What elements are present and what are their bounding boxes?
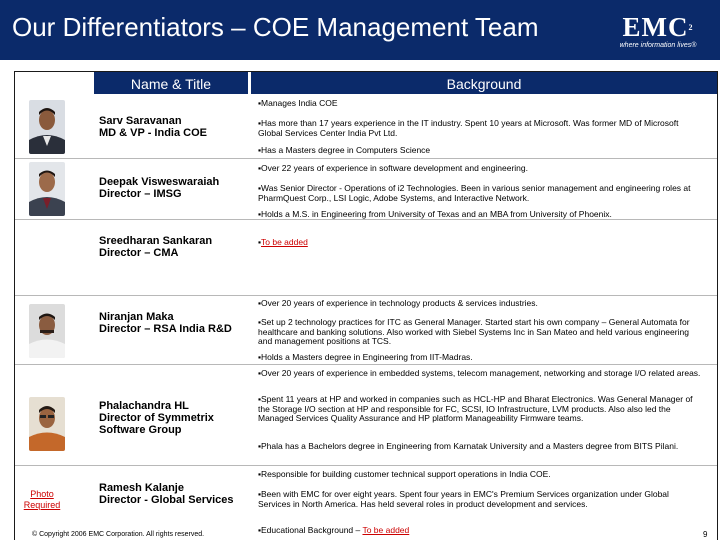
photo-required-link[interactable]: Photo Required — [23, 489, 61, 510]
background-bullet: ▪Responsible for building customer technical support operations in India COE. — [258, 469, 551, 479]
person-name: Deepak Visweswaraiah — [99, 176, 220, 188]
background-bullet: ▪Has a Masters degree in Computers Science — [258, 145, 431, 155]
background-bullet: ▪Phala has a Bachelors degree in Engineering from Karnatak University and a Masters degree from BITS Pilani. — [258, 441, 679, 451]
copyright-notice: © Copyright 2006 EMC Corporation. All rights reserved. — [32, 531, 205, 538]
page-number: 9 — [703, 530, 708, 539]
title-bar — [0, 0, 720, 60]
logo-word: EMC — [622, 12, 689, 42]
table-row — [15, 466, 717, 540]
person-name: Sreedharan Sankaran — [99, 235, 213, 247]
to-be-added-link[interactable]: To be added — [261, 237, 308, 247]
person-photo — [29, 304, 65, 358]
person-photo — [29, 397, 65, 451]
person-title: Director – RSA India R&D — [99, 323, 232, 335]
slide-title: Our Differentiators – COE Management Team — [12, 12, 539, 42]
background-bullet: ▪Holds a M.S. in Engineering from University of Texas and an MBA from University of Phoenix. — [258, 209, 612, 219]
person-title: Director of Symmetrix — [99, 412, 214, 424]
person-title: Director - Global Services — [99, 494, 234, 506]
table-row — [15, 96, 717, 159]
background-bullet: ▪Over 20 years of experience in embedded systems, telecom management, networking and storage I/O related areas. — [258, 368, 701, 378]
person-name: Ramesh Kalanje — [99, 482, 184, 494]
background-bullet: ▪Manages India COE — [258, 98, 338, 108]
background-bullet: ▪Been with EMC for over eight years. Spent four years in EMC's Premium Services organization under Global Services in North America. Has held several roles in product development and services. — [258, 489, 669, 509]
person-name: Niranjan Maka — [99, 311, 174, 323]
person-title: Software Group — [99, 424, 182, 436]
background-bullet: ▪Set up 2 technology practices for ITC as General Manager. Started start his own company – General Automata for healthcare and banking solutions. Also worked with Siebel Systems Inc in San Mateo and held various engineering and management positions at TCS. — [258, 317, 690, 347]
person-title: Director – IMSG — [99, 188, 182, 200]
background-bullet: ▪Has more than 17 years experience in the IT industry. Spent 10 years at Microsoft. Was former MD of Microsoft Global Services Center India Pvt Ltd. — [258, 118, 679, 138]
table-row — [15, 159, 717, 220]
background-bullet: ▪To be added — [258, 237, 308, 247]
to-be-added-link[interactable]: To be added — [362, 525, 410, 535]
background-bullet: ▪Holds a Masters degree in Engineering from IIT-Madras. — [258, 352, 473, 362]
logo-tagline: where information lives® — [619, 42, 697, 49]
person-title: Director – CMA — [99, 247, 179, 259]
person-photo — [29, 162, 65, 216]
logo-mark: 2 — [688, 23, 694, 32]
background-bullet: ▪Educational Background – To be added — [258, 525, 410, 535]
table-row — [15, 296, 717, 365]
column-header-background: Background — [251, 72, 717, 94]
person-title: MD & VP - India COE — [99, 127, 207, 139]
table-row — [15, 365, 717, 466]
background-bullet: ▪Over 20 years of experience in technology products & services industries. — [258, 298, 538, 308]
background-bullet: ▪Over 22 years of experience in software development and engineering. — [258, 163, 528, 173]
background-bullet: ▪Was Senior Director - Operations of i2 Technologies. Been in various senior management and engineering roles at PharmQuest Corp., LSI Logic, Adobe Systems, and Interactive Network. — [258, 183, 691, 203]
person-name: Sarv Saravanan — [99, 115, 182, 127]
table-row — [15, 220, 717, 296]
person-photo — [29, 100, 65, 154]
person-name: Phalachandra HL — [99, 400, 189, 412]
column-header-name: Name & Title — [94, 72, 248, 94]
background-bullet: ▪Spent 11 years at HP and worked in companies such as HCL-HP and Bharat Electronics. Was General Manager of the Storage I/O section at HP and responsible for FC, SCSI, IO Infrastructure, LVM products. Also also led the Managed Services Quality Assurance and HP platform Manageability Firmware teams. — [258, 394, 693, 424]
emc-logo — [606, 14, 710, 50]
